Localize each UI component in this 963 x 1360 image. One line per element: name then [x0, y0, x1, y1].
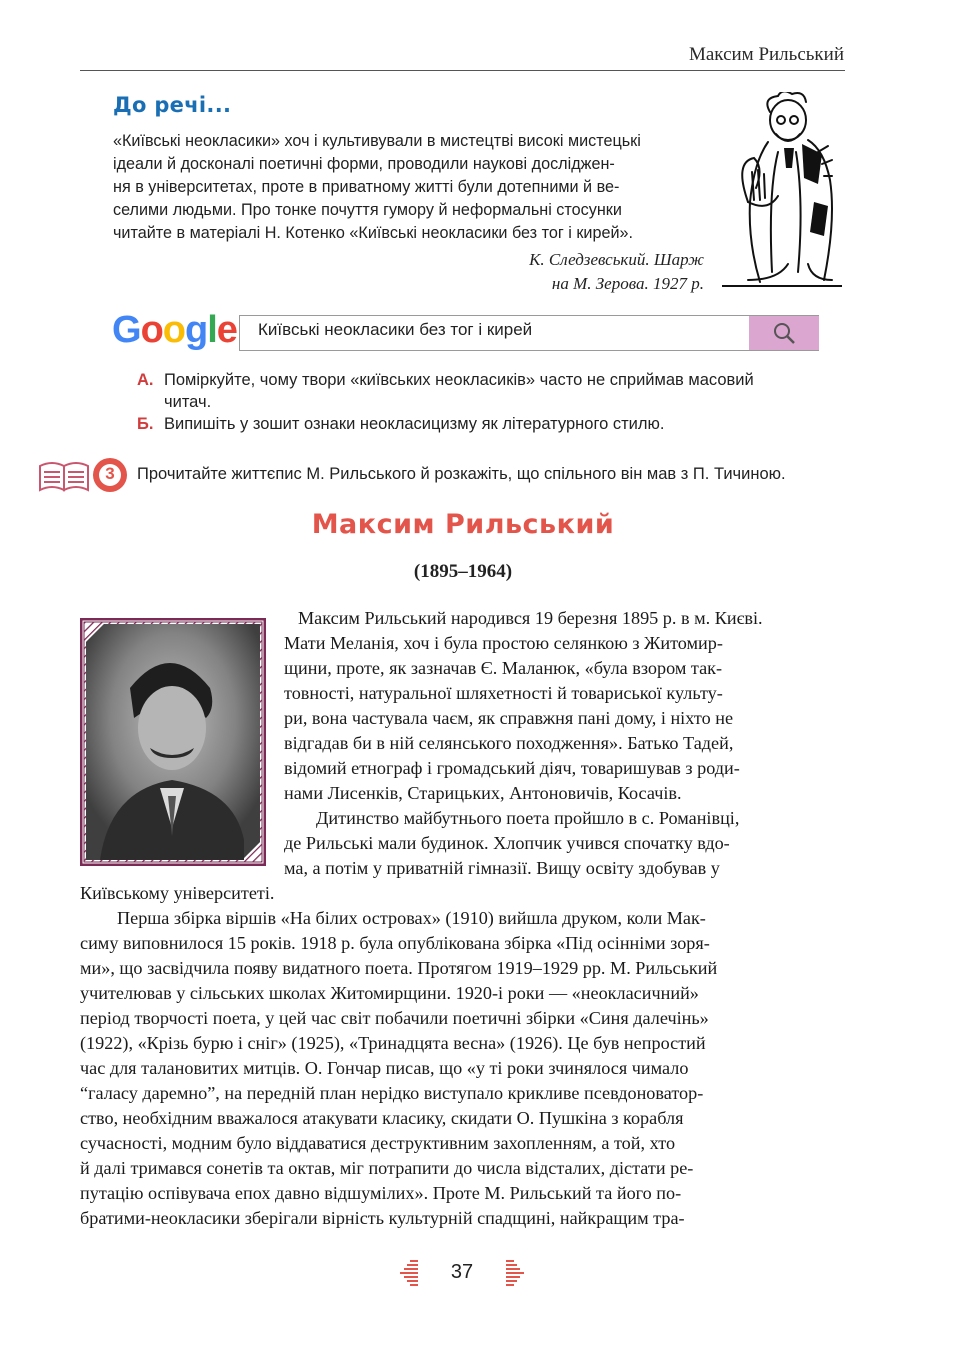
article-line: Київському університеті. — [80, 883, 275, 903]
note-line: ня в університетах, проте в приватному житті були дотепними й ве- — [113, 178, 620, 196]
article-line: Дитинство майбутнього поета пройшло в с. Романівці, — [316, 808, 740, 828]
article-line: щини, проте, як зазначав Є. Маланюк, «була взором так- — [284, 658, 723, 678]
article-line: (1922), «Крізь бурю і сніг» (1925), «Тринадцята весна» (1926). Це був непростий — [80, 1033, 706, 1053]
article-line: й далі тримався сонетів та октав, міг потрапити до числа відсталих, дістати ре- — [80, 1158, 694, 1178]
article-line: нами Лисенків, Старицьких, Антоновичів, Косачів. — [284, 783, 682, 803]
article-line: ми», що засвідчила появу видатного поета. Протягом 1919–1929 рр. М. Рильський — [80, 958, 718, 978]
task3-text: Прочитайте життєпис М. Рильського й розкажіть, що спільного він мав з П. Тичиною. — [137, 465, 786, 483]
article-line: Перша збірка віршів «На білих островах» (1910) вийшла друком, коли Мак- — [117, 908, 706, 928]
article-line: де Рильські мали будинок. Хлопчик учився спочатку вдо- — [284, 833, 730, 853]
article-line: час для талановитих митців. О. Гончар писав, що «у ті роки зчинялося чимало — [80, 1058, 689, 1078]
article-line: учителював у сільських школах Житомирщини. 1920-і роки — «неокласичний» — [80, 983, 699, 1003]
caricature-caption-line1: К. Следзевський. Шарж — [529, 250, 704, 269]
note-heading: До речі... — [113, 93, 232, 117]
article-line: ри, вона частувала чаєм, як справжня пані дому, і ніхто не — [284, 708, 734, 728]
article-line: товності, натуральної шляхетності й товариської культу- — [284, 683, 723, 703]
search-button[interactable] — [749, 316, 819, 350]
task-letter-b: Б. — [137, 415, 154, 433]
note-line: селими людьми. Про тонке почуття гумору й неформальні стосунки — [113, 201, 622, 219]
caricature-caption-line2: на М. Зерова. 1927 р. — [551, 274, 704, 293]
search-query[interactable]: Київські неокласики без тог і кирей — [258, 320, 533, 339]
article-line: сучасності, модним було віддаватися деструктивним захопленням, а той, хто — [80, 1133, 676, 1153]
page-number: 37 — [450, 1261, 474, 1283]
caricature-image — [718, 92, 846, 292]
open-book-icon — [38, 460, 90, 492]
running-title: Максим Рильський — [688, 44, 844, 65]
article-line: братими-неокласики зберігали вірність культурній спадщині, найкращим тра- — [80, 1208, 685, 1228]
note-line: «Київські неокласики» хоч і культивували в мистецтві високі мистецькі — [113, 132, 641, 150]
article-title: Максим Рильський — [311, 509, 615, 540]
article-line: відгадав би в ній селянського походження». Батько Тадей, — [284, 733, 734, 753]
article-line: симу виповнилося 15 років. 1918 р. була опублікована збірка «Під осінніми зоря- — [80, 933, 710, 953]
task-a-line: читач. — [164, 393, 212, 411]
google-logo: Google — [112, 309, 237, 351]
note-line: ідеали й досконалі поетичні форми, проводили наукові досліджен- — [113, 155, 615, 173]
page-arrow-right-icon — [504, 1258, 526, 1288]
article-line: ство, необхідним вважалося атакувати класику, скидати О. Пушкіна з корабля — [80, 1108, 684, 1128]
article-line: путацію оспівувача епох давно відшумілих». Проте М. Рильський та його по- — [80, 1183, 682, 1203]
article-line: Максим Рильський народився 19 березня 1895 р. в м. Києві. — [298, 608, 763, 628]
article-line: період творчості поета, у цей час світ побачили поетичні збірки «Синя далечінь» — [80, 1008, 709, 1028]
page-arrow-left-icon — [398, 1258, 420, 1288]
article-dates: (1895–1964) — [413, 561, 513, 582]
portrait-photo — [80, 618, 266, 866]
task-number: 3 — [105, 464, 115, 483]
article-line: ма, а потім у приватній гімназії. Вищу освіту здобував у — [284, 858, 720, 878]
article-line: “галасу даремно”, на передній план нерідко виступало крикливе псевдоноватор- — [80, 1083, 704, 1103]
header-divider — [80, 70, 845, 71]
task-a-line: Поміркуйте, чому твори «київських неокласиків» часто не сприймав масовий — [164, 371, 754, 389]
task-letter-a: А. — [137, 371, 154, 389]
search-icon — [749, 316, 819, 350]
article-line: відомий етнограф і громадський діяч, товаришував з роди- — [284, 758, 740, 778]
note-line: читайте в матеріалі Н. Котенко «Київські неокласики без тог і кирей». — [113, 224, 633, 242]
article-line: Мати Меланія, хоч і була простою селянкою з Житомир- — [284, 633, 723, 653]
task-b-line: Випишіть у зошит ознаки неокласицизму як літературного стилю. — [164, 415, 665, 433]
